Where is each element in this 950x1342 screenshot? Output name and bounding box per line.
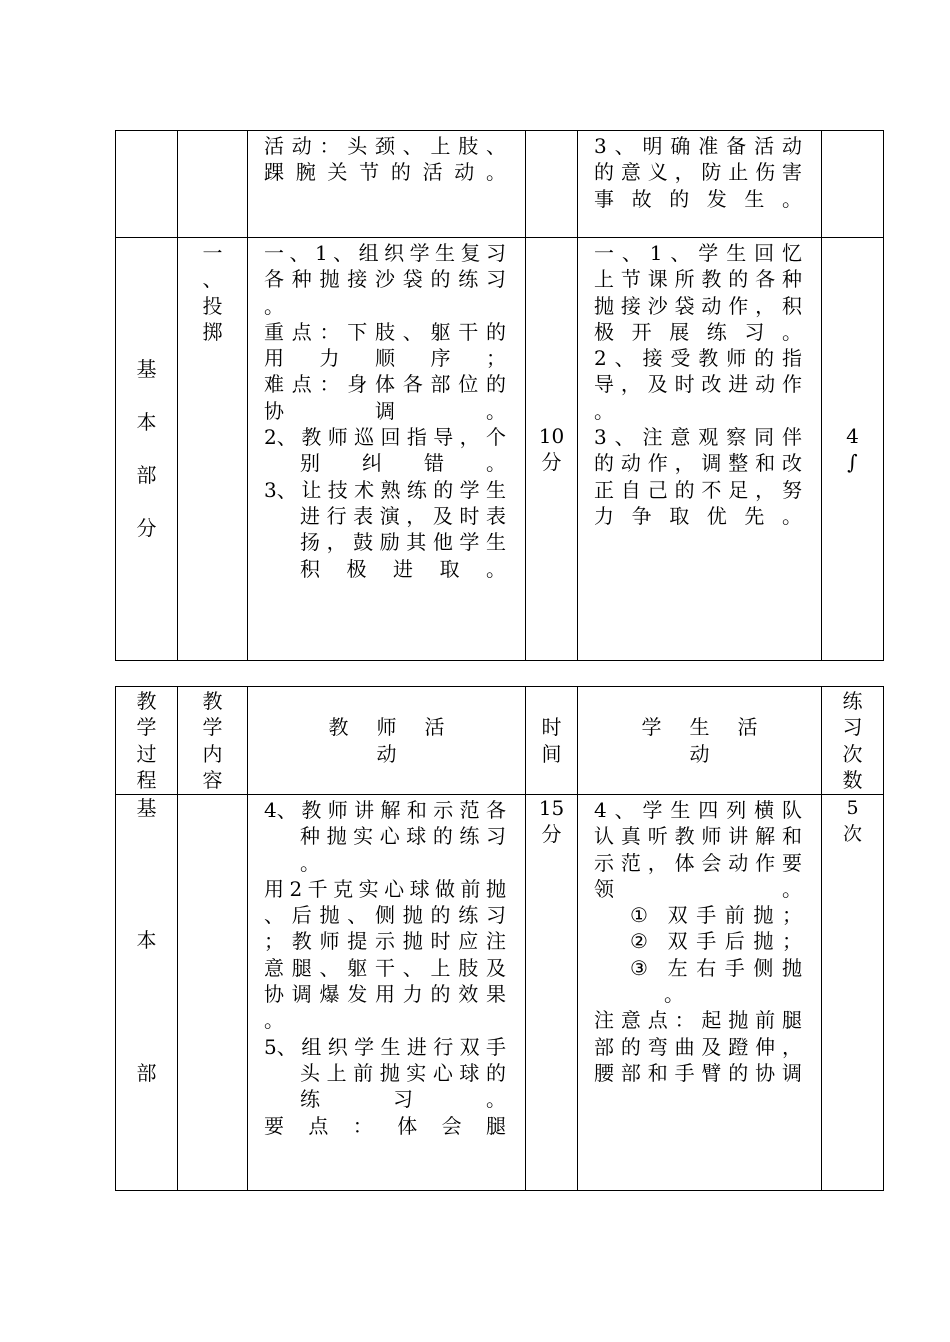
reps-text: 次 — [842, 823, 862, 846]
paragraph-number: 3、 — [264, 477, 297, 502]
header-student-activity — [578, 687, 822, 795]
reps-cell — [822, 131, 884, 238]
teacher-paragraph — [264, 319, 511, 372]
paragraph-text: 组织学生进行双手头上前抛实心球的练习。 — [300, 1034, 511, 1112]
lesson-plan-table — [115, 686, 884, 1191]
teacher-paragraph — [264, 876, 511, 1034]
paragraph-text: 要点：体会腿 — [264, 1113, 511, 1138]
student-paragraph: 注意点：起抛前腿部的弯曲及蹬伸，腰部和手臂的协调 — [594, 1008, 807, 1085]
teacher-paragraph — [264, 424, 511, 477]
header-char: 次 — [842, 741, 863, 766]
student-list-item — [594, 955, 807, 1008]
header-char: 间 — [541, 741, 562, 766]
section-char: 基 — [136, 357, 157, 381]
time-text: 15 — [538, 796, 565, 820]
paragraph-text: 让技术熟练的学生进行表演，及时表扬，鼓励其他学生积极进取。 — [300, 477, 511, 581]
content-char: 掷 — [202, 319, 223, 344]
teacher-paragraph — [264, 1113, 511, 1139]
student-paragraph: 2、接受教师的指导，及时改进动作。 — [594, 346, 807, 423]
section-cell — [116, 795, 178, 1191]
list-marker: ① — [630, 903, 648, 928]
header-process — [116, 687, 178, 795]
reps-text: 5 — [846, 797, 859, 819]
header-char: 过 — [136, 741, 157, 766]
student-activity-cell — [578, 238, 822, 661]
content-char: 一 — [202, 241, 223, 265]
header-text: 动 — [689, 741, 710, 766]
time-cell — [526, 131, 578, 238]
list-marker: ② — [630, 929, 648, 954]
header-char: 容 — [202, 767, 223, 792]
section-cell — [116, 238, 178, 661]
section-char: 本 — [136, 928, 157, 953]
time-text: 10 — [538, 424, 565, 448]
paragraph-number: 2、 — [264, 425, 297, 450]
content-char: 、 — [202, 267, 223, 292]
paragraph-number: 5、 — [264, 1034, 297, 1059]
teacher-paragraph — [264, 240, 511, 319]
student-paragraph: 一、1、学生回忆上节课所教的各种抛接沙袋动作，积极开展练习。 — [594, 241, 807, 344]
header-reps — [822, 687, 884, 795]
time-text: 分 — [541, 822, 562, 847]
time-text: 分 — [541, 450, 562, 475]
table-row — [116, 795, 884, 1191]
list-text: 双手前抛； — [664, 903, 807, 928]
content-char: 投 — [202, 293, 223, 318]
teacher-paragraph — [264, 1034, 511, 1113]
content-cell — [178, 131, 248, 238]
student-activity-cell — [578, 131, 822, 238]
student-paragraph: 4、学生四列横队认真听教师讲解和示范，体会动作要领。 — [594, 798, 807, 901]
header-char: 内 — [202, 741, 223, 766]
teacher-activity-cell — [248, 131, 526, 238]
list-text: 左右手侧抛。 — [664, 955, 807, 1007]
header-time — [526, 687, 578, 795]
table-header-row — [116, 687, 884, 795]
header-char: 教 — [202, 688, 223, 713]
reps-text: 4 — [846, 424, 859, 448]
teacher-activity-text: 活动：头颈、上肢、踝腕关节的活动。 — [264, 134, 511, 185]
content-cell — [178, 795, 248, 1191]
header-char: 时 — [541, 715, 562, 740]
student-paragraph: 3、注意观察同伴的动作，调整和改正自己的不足，努力争取优先。 — [594, 425, 807, 528]
paragraph-text: 教师巡回指导，个别纠错。 — [300, 425, 511, 476]
header-char: 学 — [202, 715, 223, 740]
table-row — [116, 238, 884, 661]
section-char: 部 — [136, 1060, 157, 1085]
reps-cell — [822, 238, 884, 661]
header-text: 学生活 — [641, 715, 786, 740]
time-cell — [526, 795, 578, 1191]
table-row — [116, 131, 884, 238]
teacher-activity-cell — [248, 238, 526, 661]
header-char: 练 — [842, 688, 863, 713]
paragraph-number: 4、 — [264, 798, 297, 822]
paragraph-text: 一、1、组织学生复习各种抛接沙袋的练习。 — [264, 241, 511, 318]
header-text: 动 — [376, 741, 397, 766]
content-cell — [178, 238, 248, 661]
student-list-item — [594, 902, 807, 928]
header-char: 程 — [136, 767, 157, 792]
list-text: 双手后抛； — [664, 929, 807, 954]
teacher-activity-cell — [248, 795, 526, 1191]
student-activity-cell — [578, 795, 822, 1191]
paragraph-text: 用2千克实心球做前抛、后抛、侧抛的练习；教师提示抛时应注意腿、躯干、上肢及协调爆发用力的效果。 — [264, 876, 511, 1033]
header-char: 学 — [136, 715, 157, 740]
reps-cell — [822, 795, 884, 1191]
lesson-table-continued — [115, 130, 884, 661]
header-char: 习 — [842, 715, 863, 740]
section-char: 基 — [136, 796, 157, 820]
reps-text: ∫ — [847, 450, 858, 475]
student-activity-text: 3、明确准备活动的意义，防止伤害事故的发生。 — [594, 134, 807, 211]
paragraph-text: 难点：身体各部位的协调。 — [264, 372, 511, 423]
section-char: 部 — [136, 463, 157, 487]
paragraph-text: 教师讲解和示范各种抛实心球的练习。 — [300, 798, 511, 875]
teacher-paragraph — [264, 797, 511, 876]
time-cell — [526, 238, 578, 661]
header-teacher-activity — [248, 687, 526, 795]
list-marker: ③ — [630, 955, 648, 980]
header-char: 教 — [136, 688, 157, 713]
paragraph-text: 重点：下肢、躯干的用力顺序； — [264, 319, 511, 371]
header-text: 教师活 — [328, 715, 473, 740]
teacher-paragraph — [264, 477, 511, 582]
section-char: 分 — [136, 516, 157, 540]
header-content — [178, 687, 248, 795]
section-cell — [116, 131, 178, 238]
header-char: 数 — [842, 767, 863, 792]
student-list-item — [594, 928, 807, 954]
teacher-paragraph — [264, 371, 511, 424]
section-char: 本 — [136, 410, 157, 434]
